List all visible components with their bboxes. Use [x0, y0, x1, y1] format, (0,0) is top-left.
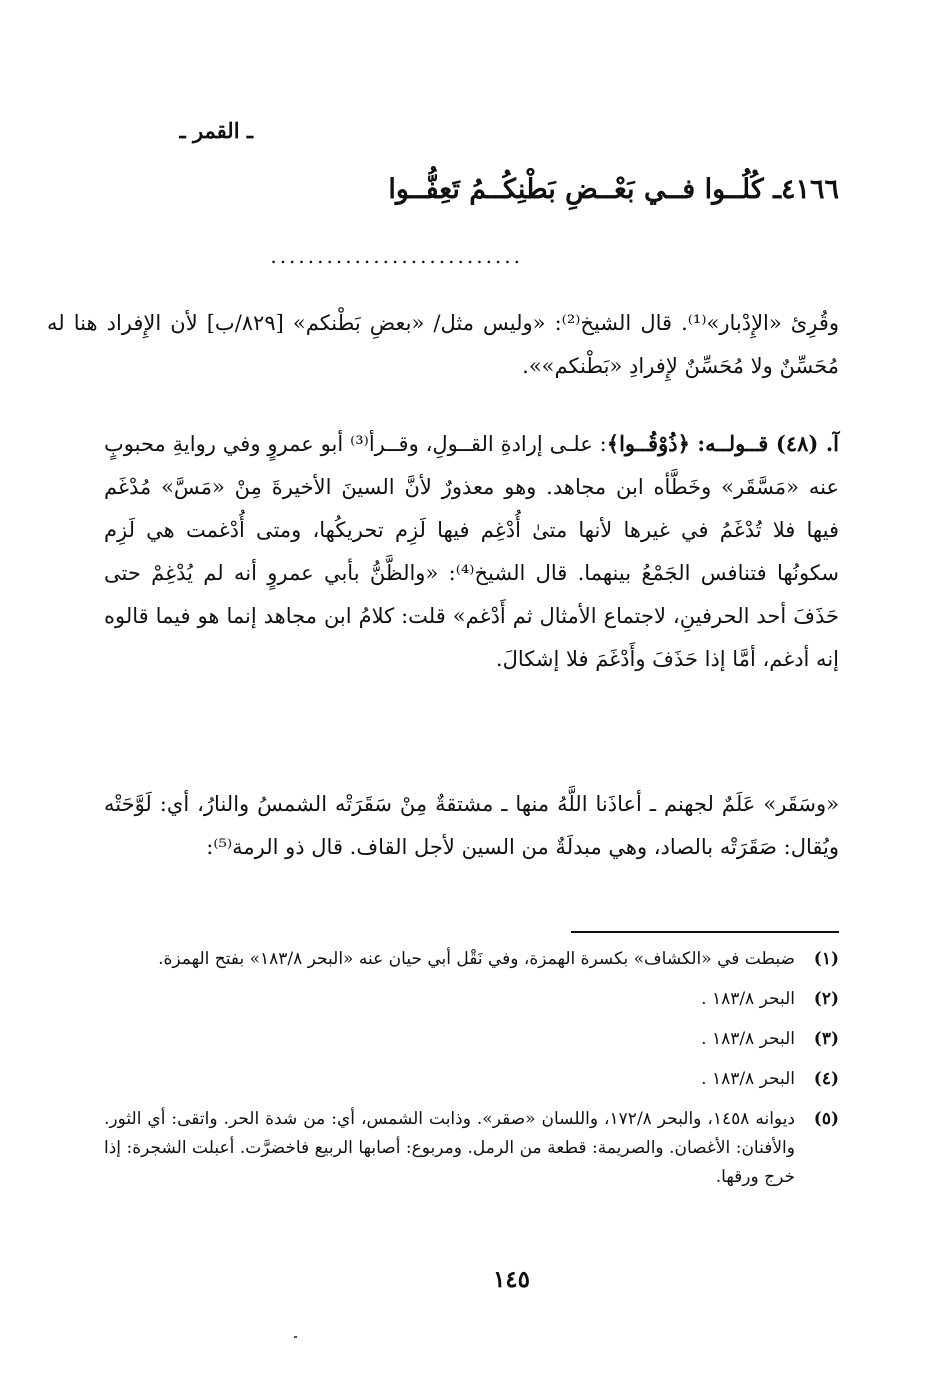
footnotes [104, 945, 839, 1203]
footnote-text: البحر ١٨٣/٨ . [701, 1069, 795, 1089]
paragraph-saqar-text: «وسَقَر» عَلَمٌ لجهنم ـ أعاذَنا اللَّهُ منها ـ مشتقةٌ مِنْ سَقَرَتْه الشمسُ والنارُ، أي: لَوَّحَتْه ويُقال: صَقَرَتْه بالصاد، وهي مبدلَةٌ من السين لأجل القاف. قال ذو الرمة⁽⁵⁾: [104, 792, 839, 859]
paragraph-verse-48-text [104, 422, 839, 681]
footnote-number: (١) [813, 949, 839, 969]
verse-48-body: : علـى إرادةِ القــولِ، وقــرأ⁽³⁾ أبو عمروٍ وفي روايةِ محبوبٍ عنه «مَسَّقَر» وخَطَّأه ابن مجاهد. وهو معذورٌ لأنَّ السينَ الأخيرةَ مِنْ «مَسَّ» مُدْغَم فيها فلا تُدْغَمُ في غيرها لأنها متىٰ أُدْغِم فيها لَزِم تحريكُها، ومتى أُدْغمت هي لَزِم سكونُها فتنافس الجَمْعُ بينهما. قال الشيخ⁽⁴⁾: «والظَّنُّ بأبي عمروٍ أنه لم يُدْغِمْ حتى حَذَفَ أحد الحرفينِ، لاجتماع الأمثال ثم أَدْغم» قلت: كلامُ ابن مجاهد إنما هو فيما قالوه إنه أدغم، أمَّا إذا حَذَفَ وأَدْغَمَ فلا إشكالَ. [104, 432, 839, 671]
footnote-number: (٢) [813, 989, 839, 1009]
footnote-number: (٤) [813, 1069, 839, 1089]
footnote-text: البحر ١٨٣/٨ . [701, 1029, 795, 1049]
footnote [104, 1065, 839, 1094]
footnote [104, 985, 839, 1014]
paragraph-saqar [104, 783, 839, 869]
footnote-number: (٣) [813, 1029, 839, 1049]
footnote [104, 1105, 839, 1192]
footnote [104, 945, 839, 974]
page-number: ١٤٥ [492, 1266, 530, 1293]
footnote [104, 1025, 839, 1054]
scan-speck [294, 1336, 297, 1338]
footnote-divider [571, 931, 839, 933]
paragraph-reading [47, 302, 839, 388]
footnote-number: (٥) [813, 1109, 839, 1129]
separator-dots: ........................... [270, 244, 523, 268]
footnote-text: ديوانه ١٤٥٨، والبحر ١٧٢/٨، واللسان «صقر». وذابت الشمس، أي: من شدة الحر. واتقى: أي الثور. والأفنان: الأغصان. والصريمة: قطعة من الرمل. ومربوع: أصابها الربيع فاخضرَّت. أعبلت الشجرة: إذا خرج ورقها. [104, 1109, 796, 1187]
running-header: ـ القمر ـ [179, 118, 253, 143]
paragraph-reading-text: وقُرِئ «الإِدْبار»⁽¹⁾. قال الشيخ⁽²⁾: «وليس مثل/ «بعضِ بَطْنكم» [٨٢٩/ب] لأن الإِفراد هنا له مُحَسِّنٌ ولا مُحَسِّنٌ لإِفرادِ «بَطْنكم»». [47, 311, 839, 378]
verse-48-heading: آ. (٤٨) قــولــه: ﴿ذُوْقُــوا﴾ [606, 431, 839, 456]
verse-line: ٤١٦٦ـ كُلُــوا فــي بَعْــضِ بَطْنِكُــمُ تَعِفُّــوا [388, 174, 839, 205]
footnote-text: البحر ١٨٣/٨ . [701, 989, 795, 1009]
paragraph-verse-48 [104, 422, 839, 681]
footnote-text: ضبطت في «الكشاف» بكسرة الهمزة، وفي نَقْل أبي حيان عنه «البحر ١٨٣/٨» بفتح الهمزة. [158, 949, 795, 969]
